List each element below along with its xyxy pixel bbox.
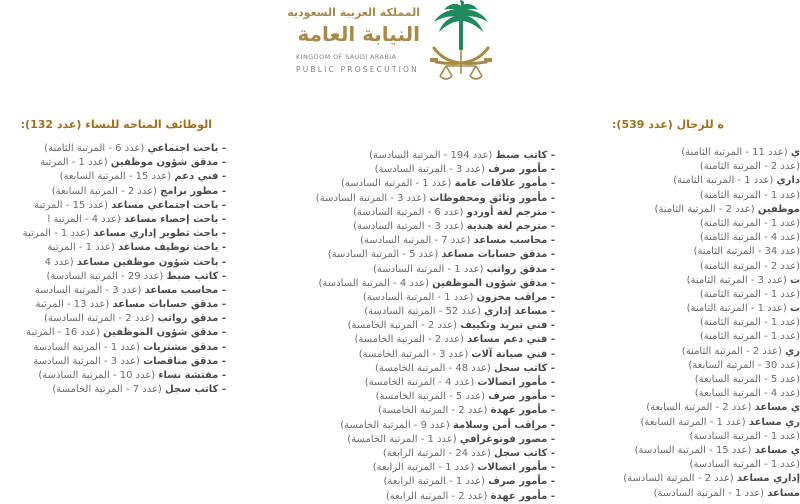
- job-name: - مأمور اتصالات: [477, 462, 555, 474]
- job-detail: (عدد 194 - المرتبة السادسة): [369, 150, 493, 161]
- list-item: [600, 316, 800, 330]
- job-detail: (عدد 1 - المرتبة الثامنة): [699, 217, 800, 229]
- men-jobs-heading: ة للرجال (عدد 539):: [612, 118, 724, 131]
- job-name: - مأمور صرف: [488, 391, 555, 403]
- job-detail: (عدد 4 - المرتبة الثامنة): [699, 232, 800, 244]
- job-detail: (عدد 4: [44, 256, 74, 268]
- job-detail: (عدد 2 - المرتبة الخامسة): [354, 334, 464, 346]
- list-item: [600, 146, 800, 160]
- list-item: [600, 330, 800, 344]
- job-detail: (عدد 1 - المرتبة السادسة): [689, 430, 800, 442]
- job-detail: (عدد 3 - المرتبة الخامسة): [358, 348, 469, 360]
- job-detail: (عدد 1 - المرتبة السادسة): [362, 291, 474, 303]
- job-detail: (عدد 3 - المرتبة الثامنة): [686, 274, 787, 286]
- list-item: [600, 203, 800, 217]
- women-jobs-heading: الوظائف المتاحة للنساء (عدد 132):: [20, 118, 212, 131]
- job-detail: (عدد 1 - المرتبة الثامنة): [699, 331, 800, 343]
- job-name: - مأمور صرف: [488, 164, 555, 176]
- list-item: [600, 458, 800, 472]
- job-name: - مأمور عهدة: [490, 490, 555, 502]
- job-name: - مساعد إداري: [484, 306, 555, 318]
- list-item: [290, 220, 555, 234]
- job-detail: (عدد 15 - المرتبة السابعة): [59, 171, 172, 183]
- job-detail: (عدد 24 - المرتبة الرابعة): [382, 447, 491, 459]
- list-item: [0, 270, 226, 284]
- job-name: - باحث اجتماعي مساعد: [111, 199, 226, 211]
- list-item: [0, 156, 226, 170]
- list-item: [0, 312, 226, 326]
- list-item: [290, 305, 555, 319]
- list-item: [0, 142, 226, 156]
- list-item: [600, 416, 800, 430]
- job-name: - مأمور صرف: [488, 476, 555, 488]
- job-detail: (عدد 1 - المرتبة السادسة: [33, 341, 140, 353]
- job-name: - فني تبريد وتكييف: [460, 320, 555, 332]
- job-detail: (عدد 30 - المرتبة السابعة): [688, 359, 800, 371]
- list-item: [290, 206, 555, 220]
- logo-prosecution-english: PUBLIC PROSECUTION: [296, 65, 419, 74]
- job-detail: (عدد 48 - المرتبة الخامسة): [375, 362, 491, 374]
- job-name: - فني دعم مساعد: [467, 334, 555, 346]
- list-item: [290, 234, 555, 248]
- job-detail: (عدد 4 - المرتبة السابعة): [694, 388, 800, 400]
- job-detail: (عدد 1 - المرتبة الثامنة): [699, 189, 800, 201]
- men-jobs-list: [600, 146, 800, 501]
- list-item: [600, 288, 800, 302]
- list-item: [290, 404, 555, 418]
- job-name: ت: [789, 274, 800, 286]
- job-detail: (عدد 6 - المرتبة السادسة): [353, 206, 464, 218]
- list-item: [290, 447, 555, 461]
- job-detail: (عدد 1 - المرتبة: [22, 228, 91, 240]
- job-name: - مدقق شؤون الموظفين: [103, 327, 226, 339]
- list-item: [290, 390, 555, 404]
- job-name: - مدقق مناقصات: [143, 355, 226, 367]
- job-name: - مراقب أمن وسلامة: [452, 419, 555, 431]
- list-item: [600, 487, 800, 501]
- list-item: [290, 490, 555, 504]
- job-detail: (عدد 6 - المرتبة الثامنة): [44, 143, 145, 154]
- job-name: ت: [789, 303, 800, 315]
- list-item: [290, 475, 555, 489]
- job-detail: (عدد 9 - المرتبة الخامسة): [340, 419, 450, 431]
- job-name: - باحث اجتماعي: [147, 143, 226, 154]
- job-detail: (عدد 5 - المرتبة السادسة): [327, 249, 439, 261]
- list-item: [290, 277, 555, 291]
- job-name: مساعد: [767, 487, 800, 499]
- list-item: [0, 341, 226, 355]
- job-name: - باحث تطوير إداري مساعد: [93, 228, 226, 240]
- job-detail: (عدد 2 - المرتبة الثامنة): [699, 161, 800, 173]
- job-name: ري: [785, 345, 800, 357]
- job-detail: (عدد 1 - المرتبة: [47, 242, 115, 254]
- job-detail: (عدد 2 - المرتبة السادسة): [43, 313, 155, 325]
- job-detail: (عدد 1 - المرتبة السادسة): [340, 178, 452, 190]
- public-prosecution-logo: [287, 0, 502, 82]
- list-item: [0, 256, 226, 270]
- job-detail: (عدد 1 - المرتبة الثامنة): [699, 288, 800, 300]
- job-name: ي: [790, 147, 800, 158]
- job-detail: (عدد 52 - المرتبة السادسة): [364, 306, 482, 318]
- list-item: [600, 359, 800, 373]
- job-detail: (عدد 1 - المرتبة السادسة): [689, 459, 800, 471]
- job-detail: (عدد 16 - المرتبة: [26, 327, 100, 339]
- list-item: [600, 245, 800, 259]
- job-detail: (عدد 2 - المرتبة الثامنة): [681, 345, 782, 357]
- job-name: - فني دعم: [174, 171, 226, 183]
- job-detail: (عدد 10 - المرتبة السادسة): [38, 370, 156, 381]
- list-item: [0, 227, 226, 241]
- logo-kingdom-english: KINGDOM OF SAUDI ARABIA: [296, 53, 397, 61]
- job-name: - مأمور اتصالات: [477, 377, 555, 388]
- job-name: موظفين: [757, 203, 800, 215]
- logo-kingdom-arabic: المملكة العربية السعودية: [287, 6, 420, 19]
- job-detail: (عدد 1 - المرتبة الرابعة): [383, 476, 486, 488]
- job-detail: (عدد 1 - المرتبة الخامسة): [347, 433, 457, 445]
- job-name: - مترجم لغة هندية: [466, 220, 555, 232]
- job-detail: (عدد 1 - المرتبة السادسة): [653, 487, 765, 499]
- job-detail: (عدد 4 - المرتبة ا: [47, 213, 121, 225]
- list-item: [600, 302, 800, 316]
- job-name: - مدقق رواتب: [486, 263, 555, 275]
- job-name: - مأمور عهدة: [490, 405, 555, 417]
- list-item: [290, 149, 555, 163]
- list-item: [600, 231, 800, 245]
- job-name: داري: [776, 175, 800, 187]
- job-detail: (عدد 1 - المرتبة السابعة): [640, 416, 746, 428]
- job-name: - مدقق شؤون موظفين: [110, 157, 226, 169]
- list-item: [290, 333, 555, 347]
- job-name: إداري مساعد: [736, 473, 800, 485]
- list-item: [290, 177, 555, 191]
- job-detail: (عدد 4 - المرتبة السادسة): [318, 277, 429, 289]
- job-detail: (عدد 1 - المرتبة الثامنة): [673, 175, 774, 187]
- job-detail: (عدد 2 - المرتبة السابعة): [646, 402, 752, 414]
- list-item: [600, 160, 800, 174]
- job-name: - مفتشة نساء: [158, 370, 226, 381]
- job-name: - كاتب سجل: [494, 362, 555, 374]
- job-name: - محاسب مساعد: [144, 284, 226, 296]
- list-item: [0, 383, 226, 397]
- job-detail: (عدد 3 - المرتبة السادسة): [374, 164, 486, 176]
- job-detail: (عدد 15 - المرتبة السادسة): [634, 444, 752, 456]
- job-detail: (عدد 2 - المرتبة الخامسة): [347, 320, 458, 332]
- list-item: [290, 291, 555, 305]
- list-item: [600, 260, 800, 274]
- list-item: [290, 362, 555, 376]
- job-name: - كاتب ضبط: [166, 270, 226, 282]
- job-name: - مراقب مخزون: [476, 291, 555, 303]
- job-detail: (عدد 1 - المرتبة السادسة): [372, 263, 484, 275]
- job-name: - مأمور علاقات عامة: [454, 178, 555, 190]
- job-name: - باحث شؤون موظفين مساعد: [76, 256, 226, 268]
- list-item: [290, 163, 555, 177]
- list-item: [600, 430, 800, 444]
- list-item: [290, 248, 555, 262]
- job-detail: (عدد 5 - المرتبة السابعة): [694, 374, 800, 385]
- job-detail: (عدد 15 - المرتبة: [34, 199, 109, 211]
- job-name: - مأمور وثائق ومحفوظات: [429, 192, 555, 204]
- job-name: ي مساعد: [754, 402, 800, 414]
- list-item: [0, 185, 226, 199]
- job-name: - كاتب سجل: [165, 384, 226, 396]
- job-detail: (عدد 5 - المرتبة الخامسة): [375, 391, 486, 403]
- job-detail: (عدد 1 - المرتبة الثامنة): [686, 303, 787, 315]
- list-item: [0, 326, 226, 340]
- job-detail: (عدد 2 - المرتبة السادسة): [623, 473, 734, 485]
- job-name: - مطور برامج: [160, 185, 226, 197]
- job-detail: (عدد 3 - المرتبة السادسة: [34, 284, 142, 296]
- list-item: [0, 369, 226, 383]
- list-item: [600, 274, 800, 288]
- job-name: - باحث إحصاء مساعد: [124, 213, 226, 225]
- job-detail: (عدد 2 - المرتبة الثامنة): [699, 260, 800, 272]
- list-item: [600, 444, 800, 458]
- list-item: [290, 263, 555, 277]
- job-name: - كاتب ضبط: [495, 150, 555, 161]
- list-item: [600, 387, 800, 401]
- list-item: [0, 298, 226, 312]
- logo-prosecution-arabic: النيابة العامة: [297, 22, 420, 46]
- job-name: - مدقق رواتب: [157, 313, 226, 325]
- palm-and-swords-emblem-icon: [426, 0, 496, 82]
- list-item: [0, 284, 226, 298]
- list-item: [600, 217, 800, 231]
- list-item: [290, 433, 555, 447]
- list-item: [600, 189, 800, 203]
- list-item: [290, 376, 555, 390]
- job-detail: (عدد 29 - المرتبة السادسة): [46, 270, 164, 282]
- job-detail: (عدد 3 - المرتبة السادسة): [353, 220, 464, 232]
- men-jobs-list-middle: [290, 149, 555, 504]
- list-item: [600, 345, 800, 359]
- list-item: [0, 170, 226, 184]
- list-item: [600, 373, 800, 387]
- logo-text: [287, 0, 420, 82]
- list-item: [290, 461, 555, 475]
- job-detail: (عدد 34 - المرتبة الثامنة): [693, 246, 800, 258]
- job-detail: (عدد 1 - المرتبة الثامنة): [699, 317, 800, 329]
- job-detail: (عدد 7 - المرتبة الخامسة): [52, 384, 162, 396]
- job-name: - مصور فوتوغرافي: [459, 433, 555, 445]
- job-name: - كاتب سجل: [494, 447, 555, 459]
- list-item: [600, 174, 800, 188]
- job-name: ي مساعد: [754, 444, 800, 456]
- list-item: [290, 319, 555, 333]
- job-name: - فني صيانة آلات: [471, 348, 555, 360]
- list-item: [600, 401, 800, 415]
- job-detail: (عدد 1 - المرتبة الرابعة): [372, 462, 475, 474]
- job-detail: (عدد 3 - المرتبة السادسة: [33, 355, 140, 367]
- job-name: - مترجم لغة أوردو: [466, 206, 555, 218]
- women-jobs-list: [0, 142, 226, 397]
- job-name: - باحث توظيف مساعد: [117, 242, 226, 254]
- job-name: - مدقق حسابات مساعد: [441, 249, 555, 261]
- list-item: [290, 419, 555, 433]
- list-item: [0, 213, 226, 227]
- job-name: ري مساعد: [748, 416, 800, 428]
- job-name: - محاسب مساعد: [473, 235, 555, 247]
- list-item: [600, 472, 800, 486]
- job-detail: (عدد 2 - المرتبة الثامنة): [654, 203, 755, 215]
- job-detail: (عدد 13 - المرتبة: [35, 299, 110, 311]
- job-detail: (عدد 1 - المرتبة: [40, 157, 108, 169]
- list-item: [290, 192, 555, 206]
- job-name: - مدقق مشتريات: [143, 341, 226, 353]
- list-item: [0, 355, 226, 369]
- job-detail: (عدد 2 - المرتبة الرابعة): [385, 490, 488, 502]
- job-detail: (عدد 2 - المرتبة الخامسة): [377, 405, 488, 417]
- job-detail: (عدد 4 - المرتبة الخامسة): [364, 377, 475, 388]
- list-item: [290, 348, 555, 362]
- list-item: [0, 241, 226, 255]
- job-name: - مدقق شؤون الموظفين: [432, 277, 555, 289]
- job-detail: (عدد 3 - المرتبة السادسة): [315, 192, 427, 204]
- job-name: - مدقق حسابات مساعد: [112, 299, 226, 311]
- job-detail: (عدد 2 - المرتبة السابعة): [51, 185, 157, 197]
- job-detail: (عدد 11 - المرتبة الثامنة): [681, 147, 788, 158]
- list-item: [0, 199, 226, 213]
- job-detail: (عدد 7 - المرتبة السادسة): [359, 235, 471, 247]
